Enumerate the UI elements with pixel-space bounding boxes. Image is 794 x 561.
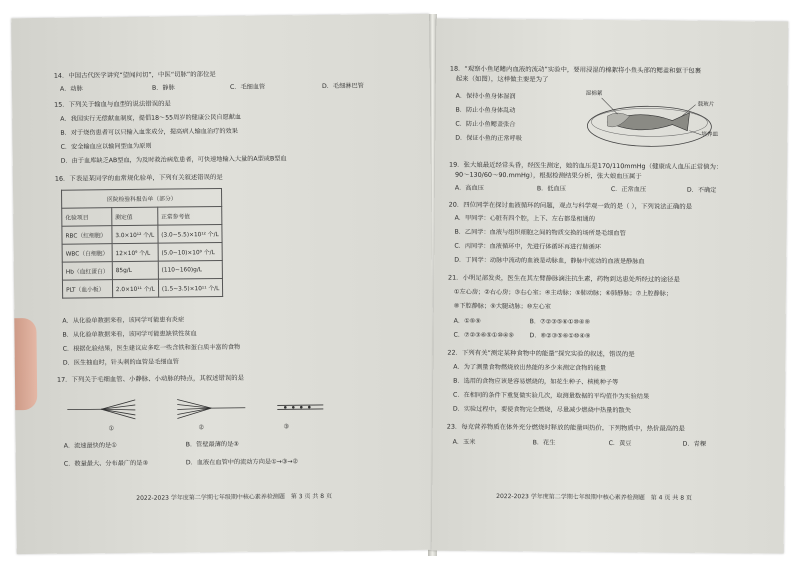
- table-cell: RBC（红细胞）: [62, 226, 112, 245]
- q19-stem-line2: 90～130/60～90.mmHg），根据检测结果分析，张大娘血压属于: [454, 170, 642, 181]
- q18-stem-line2: 起来（如图），这样做主要是为了: [455, 74, 549, 84]
- table-header: 测定值: [112, 207, 158, 225]
- blood-test-table: [61, 188, 223, 299]
- table-cell: 85g/L: [112, 261, 158, 279]
- exam-page-4: [432, 18, 789, 553]
- q23-option-d: D．青稞: [682, 440, 706, 448]
- q21-stem: 21．小明足部发炎，医生在其左臂静脉滴注抗生素，药物到达患处所经过的途径是: [448, 273, 680, 284]
- table-cell: (3.0~5.5)×10¹² 个/L: [158, 225, 223, 244]
- q18-option-d: D．保证小鱼的正常呼吸: [455, 134, 522, 143]
- q18-stem-line1: 18．“观察小鱼尾鳍内血液的流动”实验中，要用浸湿的棉絮将小鱼头部的鳃盖和躯干包裹: [449, 64, 702, 75]
- q21-items-line2: ⑧下腔静脉；⑨大腿动脉；⑩左心室: [453, 302, 551, 311]
- q18-option-c: C．防止小鱼鳃盖张合: [455, 120, 516, 129]
- q18-option-a: A．保持小鱼身体湿润: [455, 92, 516, 101]
- q17-stem: 17．下列关于毛细血管、小静脉、小动脉的特点，其叙述错误的是: [56, 373, 245, 384]
- q15-option-a: A．我国实行无偿献血制度，提倡18～55周岁的健康公民自愿献血: [60, 113, 242, 123]
- q15-stem: 15．下列关于输血与血型的说法错误的是: [54, 99, 171, 109]
- q16-option-c: C．根据化验结果，医生建议应多吃一些含铁和蛋白质丰富的食物: [62, 343, 241, 353]
- q15-option-d: D．由于血库缺乏AB型血，为及时救治病危患者，可快速地输入大量的A型或B型血: [60, 155, 287, 165]
- q17-option-b: B．管壁最薄的是③: [185, 440, 239, 449]
- table-cell: 3.0×10¹² 个/L: [112, 225, 158, 243]
- label-glass-slide: 载玻片: [697, 101, 715, 108]
- q21-option-d: D．⑧②③⑤⑥①⑩④⑨: [529, 332, 591, 340]
- label-wet-cotton: 湿棉絮: [585, 90, 603, 97]
- q20-option-a: A．甲同学：心脏有四个腔，上下、左右都是相通的: [454, 214, 595, 223]
- q23-option-b: B．花生: [532, 439, 556, 447]
- q22-option-c: C．在相同的条件下重复做实验几次，取测量数据的平均值作为实验结果: [453, 391, 650, 401]
- table-header: 正常参考值: [157, 207, 222, 226]
- q14-option-c: C．毛细血管: [229, 83, 266, 91]
- table-cell: Hb（血红蛋白）: [62, 262, 112, 281]
- table-header: 化验项目: [62, 208, 112, 227]
- figure-label-3: ③: [283, 423, 290, 431]
- q22-option-d: D．实验过程中，要使食物完全燃烧，尽量减少燃烧中热量的散失: [452, 405, 631, 415]
- exam-page-3: [11, 14, 435, 554]
- page-footer: 2022-2023 学年度第二学期七年级期中核心素养检测题 第 4 页 共 8 页: [496, 493, 692, 502]
- q19-option-a: A．高血压: [454, 184, 484, 192]
- label-petri-dish: 培养皿: [701, 131, 719, 138]
- q16-option-b: B．从化验单数据来看，该同学可能患缺铁性贫血: [62, 330, 197, 339]
- q20-option-b: B．乙同学：血液与组织细胞之间的物质交换的场所是毛细血管: [454, 228, 626, 238]
- figure-label-2: ②: [198, 424, 205, 432]
- q14-option-a: A．动脉: [59, 85, 83, 93]
- q20-option-c: C．丙同学：血液循环中，先进行体循环再进行肺循环: [454, 242, 602, 251]
- q15-option-c: C．安全输血应以输同型血为原则: [60, 142, 152, 151]
- q19-option-b: B．低血压: [536, 185, 566, 193]
- q17-option-c: C．数量最大、分布最广的是③: [63, 459, 149, 468]
- q17-option-d: D．血液在血管中的流动方向是①→③→②: [185, 458, 299, 467]
- q22-stem: 22．下列有关“测定某种食物中的能量”探究实验的叙述，错误的是: [447, 348, 635, 359]
- page-footer: 2022-2023 学年度第二学期七年级期中核心素养检测题 第 3 页 共 8 页: [136, 492, 333, 502]
- table-cell: 2.0×10¹¹ 个/L: [112, 279, 158, 297]
- table-cell: PLT（血小板）: [62, 280, 112, 299]
- q19-stem-line1: 19．张大娘最近经常头昏，经医生测定，她的血压是170/110mmHg（健康成人血压正常值为：: [449, 160, 723, 171]
- q14-option-d: D．毛细淋巴管: [321, 82, 364, 90]
- q22-option-b: B．选用的食物应该是容易燃烧的，如花生种子、核桃种子等: [453, 377, 619, 387]
- q21-option-b: B．⑦②③⑤⑥①⑩④⑨: [529, 318, 591, 326]
- q21-option-c: C．⑦②③⑥⑤①⑩④⑨: [453, 331, 515, 340]
- q14-stem: 14．中国古代医学讲究“望闻问切”，中医“切脉”的部位是: [53, 70, 216, 80]
- q19-option-c: C．正常血压: [610, 186, 647, 194]
- q19-option-d: D．不确定: [686, 186, 717, 194]
- thumb: [11, 318, 37, 410]
- table-cell: (110~160)g/L: [158, 261, 223, 280]
- q23-option-a: A．玉米: [452, 438, 476, 446]
- table-title: 医院检验科报告单（部分）: [62, 189, 222, 209]
- q16-option-a: A．从化验单数据来看，该同学可能患有炎症: [62, 316, 185, 325]
- figure-label-1: ①: [108, 425, 115, 433]
- q23-stem: 23．每克营养物质在体外充分燃烧时释放的能量叫热价，下列物质中，热价最高的是: [446, 422, 685, 433]
- q22-option-a: A．为了测量食物燃烧放出热能的多少来测定食物的能量: [453, 363, 607, 372]
- q16-option-d: D．医生抽血时，针头刺的血管是毛细血管: [62, 358, 179, 367]
- q20-stem: 20．四位同学在探讨血液循环的问题，观点与科学观一致的是（ ），下列说法正确的是: [448, 200, 693, 211]
- q16-stem: 16．下表是某同学的血常规化验单，下列有关叙述错误的是: [54, 172, 223, 183]
- q18-option-b: B．防止小鱼身体乱动: [455, 106, 516, 115]
- table-cell: (1.5~3.5)×10¹¹ 个/L: [158, 279, 223, 298]
- table-cell: (5.0~10)×10⁹ 个/L: [158, 243, 223, 262]
- q21-items-line1: ①左心房；②右心房；③右心室；④主动脉；⑤肺动脉；⑥肺静脉；⑦上腔静脉；: [453, 288, 673, 298]
- q17-option-a: A．流速最快的是①: [63, 442, 117, 450]
- vessel-figure: [65, 393, 365, 426]
- table-cell: 12×10⁹ 个/L: [112, 243, 158, 261]
- q14-option-b: B．静脉: [151, 84, 175, 92]
- table-cell: WBC（白细胞）: [62, 244, 112, 263]
- q20-option-d: D．丁同学：动脉中流动的血液是动脉血，静脉中流动的血液是静脉血: [454, 256, 645, 266]
- q23-option-c: C．黄豆: [608, 439, 632, 448]
- q21-option-a: A．①⑤⑨: [453, 317, 481, 325]
- q15-option-b: B．对于烧伤患者可以只输入血浆成分，提高病人输血治疗的效果: [60, 127, 238, 137]
